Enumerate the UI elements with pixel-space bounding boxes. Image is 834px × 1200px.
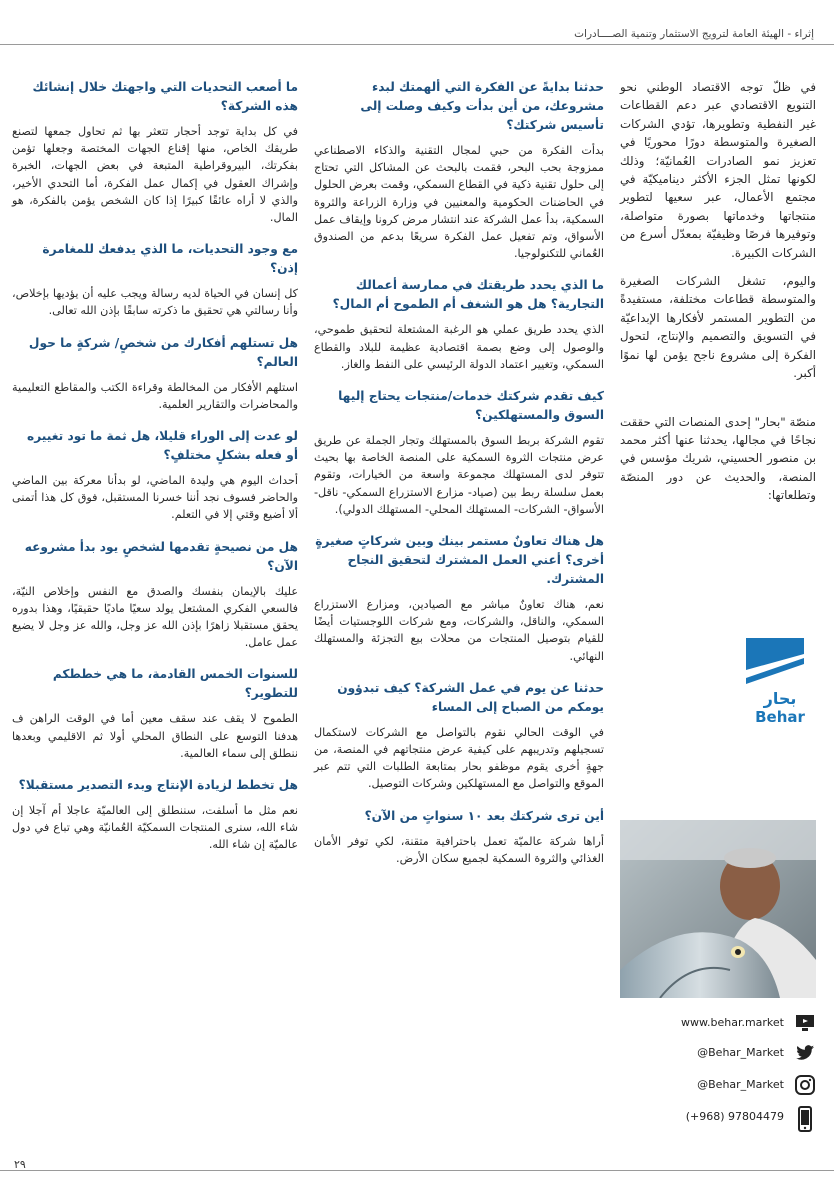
answer-text: بدأت الفكرة من حبي لمجال التقنية والذكاء الاصطناعي ممزوجة بحب البحر، فقمت بالبحث عن المشاكل التي تحتاج إلى حلول تقنية ذكية في القطاع السمكي، وقمت بعرض الحلول في الحاضنات الحكومية والمعنيين في وزارة الزراعة والثروة السمكية، بدأ عمل الشركة عند انتشار مرض كرونا وإيقاف عمل الأسواق، وتم تفعيل عمل الفكرة سريعًا بدعم من الصندوق العُماني للتكنولوجيا. — [314, 144, 604, 261]
intro-paragraph: في ظلّ توجه الاقتصاد الوطني نحو التنويع الاقتصادي عبر دعم القطاعات غير النفطية وتطويرها، تؤدي الشركات الصغيرة والمتوسطة دورًا محوريًا في تعزيز نمو الصادرات العُمانيّة؛ وذلك لكونها تمثل الجزء الأكثر ديناميكيّة في مجتمع الأعمال، عبر سعيها لتطوير منتجاتها وخدماتها بصورة متواصلة، وتوفيرها فرصًا وظيفيّة بمعدّل أسرع من الشركات الكبيرة. — [620, 80, 816, 260]
qa-section — [314, 78, 604, 262]
answer-text: تقوم الشركة بربط السوق بالمستهلك وتجار الجملة عن طريق عرض منتجات الثروة السمكية على المنصة الخاصة بها بحيث تتوفر لدى المستهلك مجموعة واسعة من الخيارات، وتقوم بعمل سلسلة ربط بين (صياد- مزارع الاستزراع السمكي- ناقل- الأسواق- الشركات- المستهلك المحلي- المستهلك الدولي). — [314, 434, 604, 516]
question-heading: ما أصعب التحديات التي واجهتك خلال إنشائك هذه الشركة؟ — [32, 80, 298, 113]
logo-arabic-text: بحار — [763, 689, 797, 708]
qa-section — [12, 334, 298, 413]
answer-text: نعم مثل ما أسلفت، سننطلق إلى العالميّة عاجلا أم آجلا إن شاء الله، سنرى المنتجات السمكيّة العُمانيّة وهي تباع في دول عالميّة إن شاء الله. — [12, 804, 298, 852]
qa-section — [314, 679, 604, 793]
answer-text: في كل بداية توجد أحجار تتعثر بها ثم تحاول جمعها لتصنع طريقك الخاص، منها إقناع الجهات المختصة وجعلها تؤمن بفكرتك، البيروقراطية المتبعة في بعض الجهات، الخبرة وإشراك العقول في إكمال عمل الفكرة، أما التحدي الأخير، والذي لا أراه عائقًا كبيرًا إذا كان الشخص يؤمن بالفكرة، هو المال. — [12, 125, 298, 225]
question-heading: أين ترى شركتك بعد ١٠ سنواتٍ من الآن؟ — [364, 808, 604, 823]
page-number: ٢٩ — [14, 1158, 26, 1171]
answer-text: الذي يحدد طريق عملي هو الرغبة المشتعلة لتحقيق طموحي، والوصول إلى وضع بصمة اقتصادية عظيمة للبلاد والقطاع السمكي، وتغيير اعتماد الدولة الرئيسي على النفط والغاز. — [314, 323, 604, 371]
answer-text: في الوقت الحالي نقوم بالتواصل مع الشركات لاستكمال تسجيلهم وتدريبهم على كيفية عرض منتجاتهم في المنصة، من جهةٍ أخرى يقوم موظفو بحار بمتابعة الطلبات التي تتم عبر الموقع والتواصل مع المستهلكين وشركات التوصيل. — [314, 725, 604, 791]
answer-text: أحداث اليوم هي وليدة الماضي، لو بدأنا معركة بين الماضي والحاضر فسوف نجد أننا خسرنا المستقبل، فوق كل هذا أتمنى ألا أضيع وقتي إلا في التعلم. — [12, 474, 298, 522]
answer-text: عليك بالإيمان بنفسك والصدق مع النفس وإخلاص النيّة، فالسعي الفكري المشتعل يولد سعيًا ماديًا حقيقيًا، وهذا بدوره يحقق مستقبلا زاهرًا بإذن الله عز وجل، والله عز وجل لا يضيع عمل عامل. — [12, 584, 298, 650]
contact-twitter[interactable] — [640, 1040, 816, 1068]
answer-text: أراها شركة عالميّة تعمل باحترافية متقنة، لكي توفر الأمان الغذائي والثروة السمكية لجميع سكان الأرض. — [314, 834, 604, 865]
question-heading: هل تستلهم أفكارك من شخصٍ/ شركةٍ ما حول العالم؟ — [28, 335, 298, 369]
qa-section — [314, 532, 604, 665]
phone-text[interactable]: (+968) 97804479 — [685, 1110, 784, 1123]
behar-logo-mark — [742, 634, 818, 728]
qa-section — [12, 538, 298, 652]
answer-text: الطموح لا يقف عند سقف معين أما في الوقت الراهن ف هدفنا التوسع على النطاق المحلي أولا ثم الاقليمي وبعدها ننطلق إلى سماء العالمية. — [12, 712, 298, 760]
twitter-text[interactable]: @Behar_Market — [697, 1046, 784, 1059]
qa-section — [314, 276, 604, 373]
contact-phone[interactable] — [640, 1104, 816, 1132]
qa-section — [12, 427, 298, 524]
qa-section — [314, 387, 604, 518]
question-heading: هل من نصيحةٍ تقدمها لشخصٍ يود بدأ مشروعه الآن؟ — [24, 539, 298, 573]
qa-section — [12, 776, 298, 854]
question-heading: حدثنا عن يوم في عمل الشركة؟ كيف تبدؤون يومكم من الصباح إلى المساء — [337, 680, 604, 714]
behar-logo — [742, 634, 818, 728]
question-heading: ما الذي يحدد طريقتك في ممارسة أعمالك التجارية؟ هل هو الشغف أم الطموح أم المال؟ — [332, 278, 604, 312]
instagram-icon — [794, 1074, 816, 1096]
qa-section — [12, 240, 298, 319]
answer-text: كل إنسان في الحياة لديه رسالة ويجب عليه أن يؤديها بإخلاص، وأنا رسالتي هي تحقيق ما ذكرته سابقًا بإذن الله تعالى. — [12, 287, 298, 318]
middle-column — [314, 78, 604, 881]
footer-divider — [0, 1170, 834, 1171]
qa-section — [314, 807, 604, 867]
answer-text: استلهم الأفكار من المخالطة وقراءة الكتب والمقاطع التعليمية والمحاضرات والتقارير العلمية. — [12, 380, 298, 411]
intro-paragraph: واليوم، تشغل الشركات الصغيرة والمتوسطة قطاعات مختلفة، مستفيدةً من التطوير المستمر لأفكارها الإبداعيّة في التسويق والتصميم والإنتاج، لتحول الفكرة إلى مشروع ناجح يؤمن لها نموًا أكبر. — [620, 274, 816, 381]
question-heading: حدثنا بدايةً عن الفكرة التي ألهمتك لبدء مشروعك، من أين بدأت وكيف وصلت إلى تأسيس شركتك؟ — [360, 80, 604, 132]
fisherman-with-fish-image — [620, 820, 816, 998]
intro-column — [620, 78, 816, 515]
header-divider — [0, 44, 834, 45]
fisherman-photo — [620, 820, 816, 998]
contact-instagram[interactable] — [640, 1072, 816, 1100]
website-text[interactable]: www.behar.market — [681, 1016, 784, 1029]
header-title: إثراء - الهيئة العامة لترويج الاستثمار وتنمية الصــــادرات — [574, 28, 814, 40]
left-column — [12, 78, 298, 868]
instagram-text[interactable]: @Behar_Market — [697, 1078, 784, 1091]
question-heading: لو عدت إلى الوراء قليلا، هل ثمة ما تود تغييره أو فعله بشكلٍ مختلفٍ؟ — [27, 429, 298, 463]
contact-website[interactable] — [640, 1010, 816, 1038]
question-heading: هل تخطط لزيادة الإنتاج وبدء التصدير مستقبلا؟ — [18, 778, 298, 793]
question-heading: للسنوات الخمس القادمة، ما هي خططكم للتطوير؟ — [52, 667, 298, 701]
website-icon — [794, 1012, 816, 1034]
answer-text: نعم، هناك تعاونٌ مباشر مع الصيادين، ومزارع الاستزراع السمكي، والناقل، والشركات، ومع شركات اللوجستيات أيضًا للقيام بتوصيل المنتجات من محلات بيع التجزئة والمستهلك النهائي. — [314, 598, 604, 663]
intro-paragraph: منصّة "بحار" إحدى المنصات التي حققت نجاحًا في مجالها، يحدثنا عنها أكثر محمد بن منصور الحسيني، شريك مؤسس في المنصة، والحديث عن دور المنصّة وتطلعاتها: — [620, 414, 816, 503]
question-heading: كيف تقدم شركتك خدمات/منتجات يحتاج إليها السوق والمستهلكين؟ — [338, 389, 604, 423]
qa-section — [12, 78, 298, 226]
question-heading: مع وجود التحديات، ما الذي يدفعك للمغامرة إذن؟ — [42, 242, 298, 276]
phone-icon — [794, 1106, 816, 1128]
qa-section — [12, 665, 298, 762]
logo-latin-text: Behar — [755, 708, 805, 726]
question-heading: هل هناك تعاونٌ مستمر بينك وبين شركاتٍ صغيرةٍ أخرى؟ أعني العمل المشترك لتحقيق النجاح المشترك. — [315, 534, 604, 587]
twitter-icon — [794, 1042, 816, 1064]
page-header — [0, 0, 834, 50]
